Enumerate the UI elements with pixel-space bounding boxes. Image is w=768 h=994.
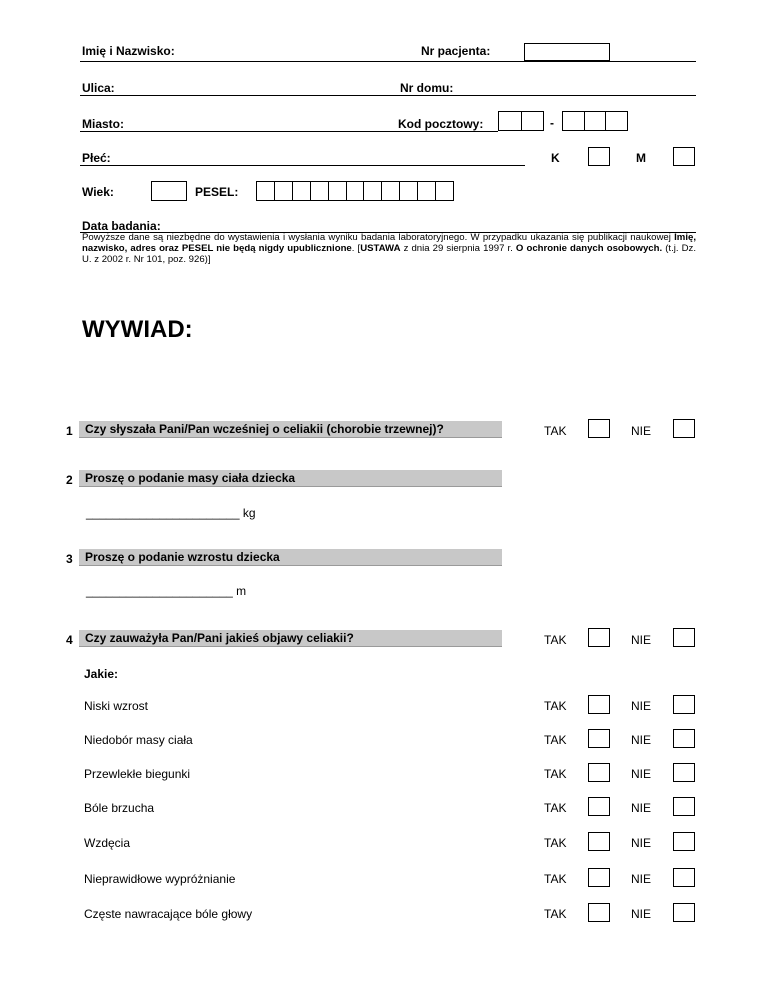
yes-checkbox[interactable]	[588, 628, 610, 647]
yes-label: TAK	[544, 907, 567, 921]
yes-label: TAK	[544, 836, 567, 850]
privacy-notice: Powyższe dane są niezbędne do wystawienia i wysłania wyniku badania laboratoryjnego. W przypadku ukazania się publikacji naukowej Imię, nazwisko, adres oraz PESEL nie będą nigdy upublicznione. [USTAWA z dnia 29 sierpnia 1997 r. O ochronie danych osobowych. (t.j. Dz. U. z 2002 r. Nr 101, poz. 926)]	[82, 232, 697, 265]
no-checkbox[interactable]	[673, 695, 695, 714]
pesel-field[interactable]	[256, 181, 454, 201]
yes-label: TAK	[544, 633, 567, 647]
yes-checkbox[interactable]	[588, 903, 610, 922]
yes-label: TAK	[544, 872, 567, 886]
symptom-label: Przewlekłe biegunki	[84, 767, 191, 781]
city-underline	[80, 131, 498, 132]
yes-label: TAK	[544, 424, 567, 438]
sex-female-checkbox[interactable]	[588, 147, 610, 166]
symptom-label: Niedobór masy ciała	[84, 733, 193, 747]
street-label: Ulica:	[82, 81, 115, 95]
yes-label: TAK	[544, 699, 567, 713]
sex-underline	[80, 165, 525, 166]
no-checkbox[interactable]	[673, 628, 695, 647]
no-label: NIE	[631, 424, 652, 438]
question-text: Czy słyszała Pani/Pan wcześniej o celiakii (chorobie trzewnej)?	[79, 421, 502, 438]
sex-female-label: K	[551, 151, 560, 165]
no-label: NIE	[631, 836, 652, 850]
exam-date-label: Data badania:	[82, 219, 161, 233]
patient-number-field[interactable]	[524, 43, 610, 61]
street-underline	[80, 95, 696, 96]
no-checkbox[interactable]	[673, 797, 695, 816]
no-label: NIE	[631, 907, 652, 921]
no-checkbox[interactable]	[673, 832, 695, 851]
no-checkbox[interactable]	[673, 868, 695, 887]
name-label: Imię i Nazwisko:	[82, 44, 175, 58]
yes-label: TAK	[544, 801, 567, 815]
postal-code-part1[interactable]	[498, 111, 544, 131]
no-checkbox[interactable]	[673, 763, 695, 782]
no-label: NIE	[631, 699, 652, 713]
no-checkbox[interactable]	[673, 419, 695, 438]
patient-number-label: Nr pacjenta:	[421, 44, 491, 58]
symptom-label: Częste nawracające bóle głowy	[84, 907, 253, 921]
symptom-label: Niski wzrost	[84, 699, 149, 713]
question-text: Czy zauważyła Pan/Pani jakieś objawy celiakii?	[79, 630, 502, 647]
yes-checkbox[interactable]	[588, 797, 610, 816]
yes-checkbox[interactable]	[588, 832, 610, 851]
question-number: 1	[66, 424, 73, 438]
question-number: 2	[66, 473, 73, 487]
sex-male-checkbox[interactable]	[673, 147, 695, 166]
yes-checkbox[interactable]	[588, 868, 610, 887]
symptoms-label: Jakie:	[84, 667, 119, 681]
question-text: Proszę o podanie wzrostu dziecka	[79, 549, 502, 566]
yes-checkbox[interactable]	[588, 419, 610, 438]
yes-checkbox[interactable]	[588, 729, 610, 748]
postal-code-label: Kod pocztowy:	[398, 117, 484, 131]
postal-code-dash: -	[550, 116, 554, 130]
symptom-label: Wzdęcia	[84, 836, 131, 850]
no-label: NIE	[631, 801, 652, 815]
no-label: NIE	[631, 872, 652, 886]
sex-male-label: M	[636, 151, 646, 165]
city-label: Miasto:	[82, 117, 124, 131]
age-field[interactable]	[151, 181, 187, 201]
yes-checkbox[interactable]	[588, 695, 610, 714]
symptom-label: Bóle brzucha	[84, 801, 155, 815]
sex-label: Płeć:	[82, 151, 111, 165]
age-label: Wiek:	[82, 185, 114, 199]
name-underline	[80, 61, 696, 62]
no-checkbox[interactable]	[673, 729, 695, 748]
question-text: Proszę o podanie masy ciała dziecka	[79, 470, 502, 487]
no-label: NIE	[631, 767, 652, 781]
question-number: 4	[66, 633, 73, 647]
yes-checkbox[interactable]	[588, 763, 610, 782]
question-number: 3	[66, 552, 73, 566]
weight-field[interactable]: _______________________ kg	[86, 506, 256, 520]
yes-label: TAK	[544, 767, 567, 781]
postal-code-part2[interactable]	[562, 111, 628, 131]
pesel-label: PESEL:	[195, 185, 239, 199]
house-number-label: Nr domu:	[400, 81, 454, 95]
page-title: WYWIAD:	[82, 316, 193, 343]
no-label: NIE	[631, 633, 652, 647]
symptom-label: Nieprawidłowe wypróżnianie	[84, 872, 236, 886]
height-field[interactable]: ______________________ m	[86, 584, 247, 598]
no-label: NIE	[631, 733, 652, 747]
yes-label: TAK	[544, 733, 567, 747]
no-checkbox[interactable]	[673, 903, 695, 922]
